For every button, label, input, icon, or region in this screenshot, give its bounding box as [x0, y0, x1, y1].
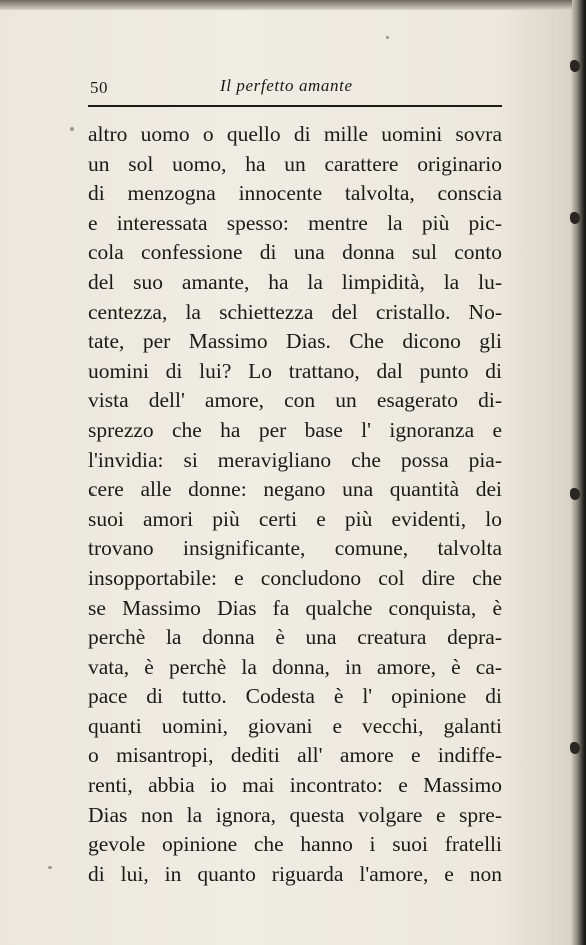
text-line: uomini di lui? Lo trattano, dal punto di [88, 358, 502, 383]
book-binding-edge [572, 0, 586, 945]
paper-speck [70, 127, 74, 131]
page-top-edge [0, 0, 586, 10]
text-line: o misantropi, dediti all' amore e indiffe- [88, 743, 502, 768]
binding-mark [570, 488, 580, 500]
binding-mark [570, 60, 580, 72]
text-line: di menzogna innocente talvolta, conscia [88, 181, 502, 206]
running-title: Il perfetto amante [220, 76, 353, 95]
text-line: trovano insignificante, comune, talvolta [88, 536, 502, 561]
text-line: del suo amante, ha la limpidità, la lu- [88, 269, 502, 294]
text-line: renti, abbia io mai incontrato: e Massimo [88, 773, 502, 798]
text-line: vista dell' amore, con un esagerato di- [88, 388, 502, 413]
text-line: un sol uomo, ha un carattere originario [88, 151, 502, 176]
text-line: altro uomo o quello di mille uomini sovra [88, 122, 502, 146]
text-line: cere alle donne: negano una quantità dei [88, 477, 502, 502]
page-header [88, 74, 500, 102]
binding-mark [570, 212, 580, 224]
text-line: quanti uomini, giovani e vecchi, galanti [88, 713, 502, 738]
text-line: cola confessione di una donna sul conto [88, 240, 502, 265]
text-line: Dias non la ignora, questa volgare e spre- [88, 802, 502, 827]
text-line: centezza, la schiettezza del cristallo. No- [88, 299, 502, 324]
text-line: perchè la donna è una creatura depra- [88, 625, 502, 650]
text-line: tate, per Massimo Dias. Che dicono gli [88, 329, 502, 354]
paper-speck [48, 866, 52, 869]
body-text [88, 120, 518, 889]
paper-speck [386, 36, 389, 39]
text-line: suoi amori più certi e più evidenti, lo [88, 506, 502, 531]
page-number: 50 [90, 78, 108, 97]
text-line: l'invidia: si meravigliano che possa pia- [88, 447, 502, 472]
text-line: sprezzo che ha per base l' ignoranza e [88, 417, 502, 442]
header-rule [88, 105, 502, 107]
text-line: gevole opinione che hanno i suoi fratelli [88, 832, 502, 857]
text-line: insopportabile: e concludono col dire che [88, 565, 502, 590]
text-line: vata, è perchè la donna, in amore, è ca- [88, 654, 502, 679]
text-line: se Massimo Dias fa qualche conquista, è [88, 595, 502, 620]
binding-mark [570, 742, 580, 754]
text-line: e interessata spesso: mentre la più pic- [88, 210, 502, 235]
text-line: di lui, in quanto riguarda l'amore, e non [88, 861, 502, 886]
text-line: pace di tutto. Codesta è l' opinione di [88, 684, 502, 709]
